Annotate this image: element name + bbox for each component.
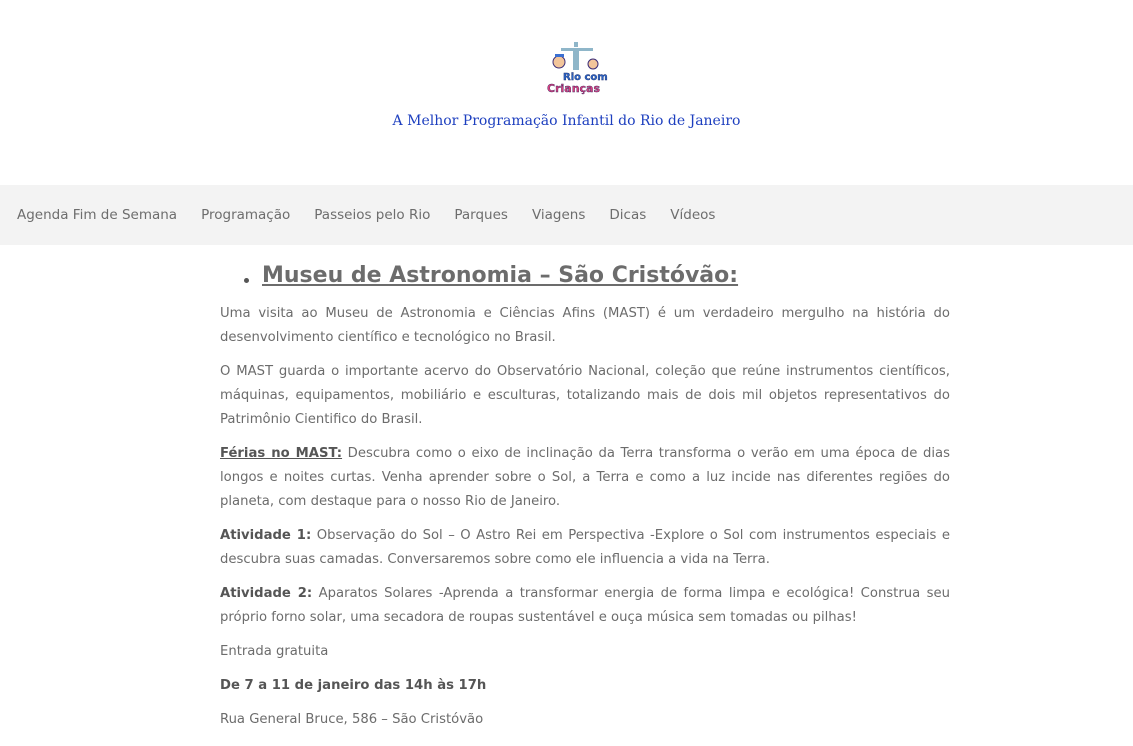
atividade-1-label: Atividade 1: [220, 528, 312, 543]
site-header [0, 0, 1133, 185]
main-navigation [0, 185, 1133, 245]
svg-text:Crianças: Crianças [547, 82, 601, 95]
nav-item-agenda[interactable]: Agenda Fim de Semana [17, 207, 178, 223]
nav-item-videos[interactable]: Vídeos [670, 207, 716, 223]
atividade-1-text: Observação do Sol – O Astro Rei em Perspectiva -Explore o Sol com instrumentos especiais e descubra suas camadas. Conversaremos sobre como ele influencia a vida na Terra. [220, 528, 950, 567]
article-paragraph-atividade-2 [220, 582, 950, 630]
nav-item-passeios[interactable]: Passeios pelo Rio [314, 207, 431, 223]
ferias-label: Férias no MAST: [220, 446, 343, 461]
nav-item-parques[interactable]: Parques [454, 207, 508, 223]
svg-text:Rio com: Rio com [563, 72, 608, 83]
article-paragraph-dates: De 7 a 11 de janeiro das 14h às 17h [220, 678, 487, 693]
article-paragraph-atividade-1 [220, 524, 950, 572]
article-title[interactable]: Museu de Astronomia – São Cristóvão: [262, 263, 739, 288]
site-logo[interactable] [541, 40, 611, 96]
article-paragraph-acervo: O MAST guarda o importante acervo do Observatório Nacional, coleção que reúne instrumentos científicos, máquinas, equipamentos, mobiliário e esculturas, totalizando mais de dois mil objetos representativos do Patrimônio Cientifico do Brasil. [220, 364, 950, 427]
bullet-icon [244, 278, 249, 283]
atividade-2-text: Aparatos Solares -Aprenda a transformar energia de forma limpa e ecológica! Construa seu próprio forno solar, uma secadora de roupas sustentável e ouça música sem tomadas ou pilhas! [220, 586, 950, 625]
site-tagline: A Melhor Programação Infantil do Rio de Janeiro [392, 113, 741, 129]
article-content [220, 262, 950, 742]
article-title-item [220, 262, 950, 296]
nav-item-programacao[interactable]: Programação [201, 207, 291, 223]
article-paragraph-address: Rua General Bruce, 586 – São Cristóvão [220, 712, 484, 727]
nav-item-viagens[interactable]: Viagens [531, 207, 586, 223]
article-paragraph-ferias [220, 442, 950, 514]
article-paragraph-intro: Uma visita ao Museu de Astronomia e Ciências Afins (MAST) é um verdadeiro mergulho na história do desenvolvimento científico e tecnológico no Brasil. [220, 306, 950, 345]
atividade-2-label: Atividade 2: [220, 586, 313, 601]
article-paragraph-entrada: Entrada gratuita [220, 644, 329, 659]
ferias-text: Descubra como o eixo de inclinação da Terra transforma o verão em uma época de dias longos e noites curtas. Venha aprender sobre o Sol, a Terra e como a luz incide nas diferentes regiões do planeta, com destaque para o nosso Rio de Janeiro. [220, 446, 951, 509]
nav-item-dicas[interactable]: Dicas [609, 207, 647, 223]
nav-list [0, 185, 1133, 245]
